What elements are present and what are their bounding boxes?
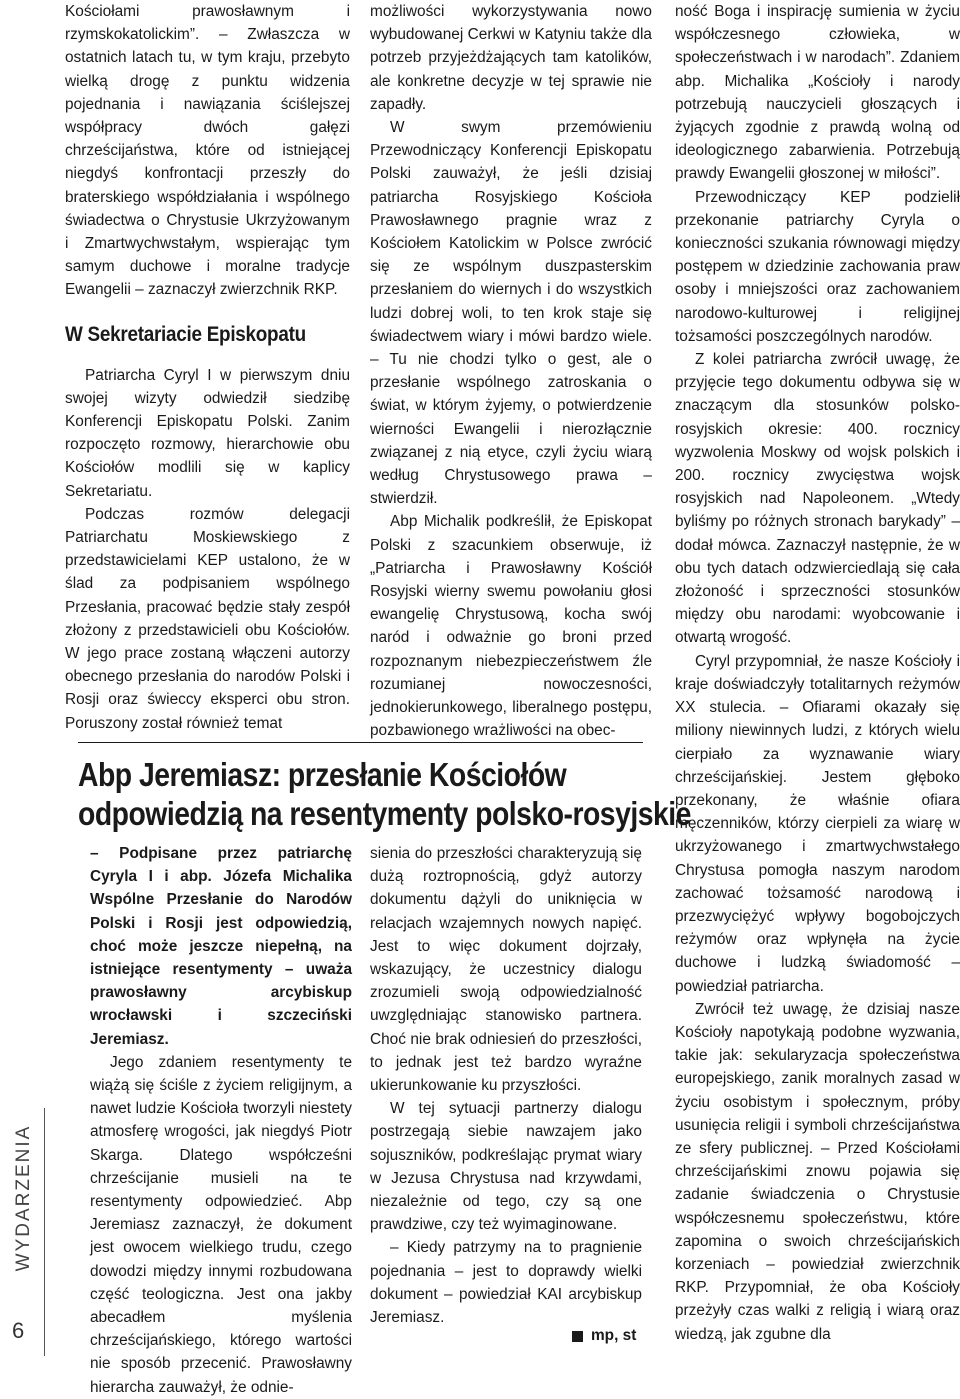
boxed-article-column-2: [370, 842, 642, 1329]
boxed-article-column-1: [90, 842, 352, 1399]
paragraph: Abp Michalik podkreślił, że Episkopat Polski z szacunkiem obserwuje, iż „Patriarcha i Prawosławny Kościół Rosyjski wierny swemu powołaniu głosi ewangelię Chrystusową, kocha swój naród i odważnie go broni przed rozpoznanym niebezpieczeństwem źle rozumianej nowoczesności, jednokierunkowego, liberalnego postępu, pozbawionego wrażliwości na obec-: [370, 513, 652, 740]
paragraph: Zwrócił też uwagę, że dzisiaj nasze Kościoły napotykają podobne wyzwania, takie jak: sekularyzacja społeczeństwa europejskiego, zanik moralnych zasad w życiu osobistym i społecznym, próby usunięcia religii i symboli chrześcijaństwa ze sfery publicznej. – Przed Kościołami chrześcijańskimi znowu pojawia się zadanie świadczenia o Chrystusie współczesnemu społeczeństwu, które zapomina o swoich chrześcijańskich korzeniach – powiedział zwierzchnik RKP. Przypomniał, że oba Kościoły przeżyły czas walki z religią i wiarą oraz wiedzą, jak zgubne dla: [675, 1000, 960, 1343]
paragraph: możliwości wykorzystywania nowo wybudowanej Cerkwi w Katyniu także dla potrzeb przyjeżdżających tam katolików, ale konkretne decyzje w tej sprawie nie zapadły.: [370, 3, 652, 113]
paragraph: sienia do przeszłości charakteryzują się dużą roztropnością, gdyż autorzy dokumentu dążyli do uniknięcia w relacjach wzajemnych nowych napięć. Jest to więc dokument dojrzały, wskazujący, że uczestnicy dialogu zrozumieli swoją odpowiedzialność uwzględniając stanowisko partnera. Choć nie brak odniesień do przeszłości, to jednak jest też bardzo wyraźne ukierunkowanie ku przyszłości.: [370, 845, 642, 1095]
section-label-text: WYDARZENIA: [13, 1124, 34, 1272]
lead-paragraph: – Podpisane przez patriarchę Cyryla I i abp. Józefa Michalika Wspólne Przesłanie do Narodów Polski i Rosji jest odpowiedzią, choć może jeszcze niepełną, na istniejące resentymenty – uważa prawosławny arcybiskup wrocławski i szczeciński Jeremiasz.: [90, 845, 352, 1048]
headline-line-1: Abp Jeremiasz: przesłanie Kościołów: [78, 756, 567, 793]
page-number: 6: [12, 1318, 25, 1343]
article-column-2: [370, 0, 652, 743]
boxed-article-headline: [78, 755, 691, 833]
paragraph: W swym przemówieniu Przewodniczący Konferencji Episkopatu Polski zauważył, że jeśli dzisiaj patriarcha Rosyjskiego Kościoła Prawosławnego pragnie wraz z Kościołem Katolickim w Polsce zwrócić się ze wspólnym duszpasterskim przesłaniem do wiernych i do wszystkich ludzi dobrej woli, to ten krok staje się świadectwem wiary i mówi bardzo wiele. – Tu nie chodzi tylko o gest, ale o przesłanie wspólnego zatroskania o świat, w którym żyjemy, o potwierdzenie wierności Ewangelii i nierozłącznie związanej z nią etyce, czyli życiu wiarą według Chrystusowego prawa – stwierdził.: [370, 119, 652, 508]
article-column-3: [675, 0, 960, 1346]
boxed-article-rule: [78, 742, 643, 743]
section-subheading: W Sekretariacie Episkopatu: [65, 322, 306, 346]
section-label: [4, 1108, 44, 1288]
paragraph: Patriarcha Cyryl I w pierwszym dniu swojej wizyty odwiedził siedzibę Konferencji Episkopatu Polski. Zanim rozpoczęto rozmowy, hierarchowie obu Kościołów modlili się w kaplicy Sekretariatu.: [65, 366, 350, 500]
end-mark-square-icon: [572, 1331, 583, 1342]
paragraph: Przewodniczący KEP podzielił przekonanie patriarchy Cyryla o konieczności szukania równowagi między postępem w dziedzinie zachowania praw osoby i mniejszości oraz zachowaniem narodowo-kulturowej i religijnej tożsamości poszczególnych narodów.: [675, 188, 960, 345]
article-column-1: [65, 0, 350, 735]
signature-text: mp, st: [591, 1327, 637, 1344]
paragraph: Podczas rozmów delegacji Patriarchatu Moskiewskiego z przedstawicielami KEP ustalono, że w ślad za podpisaniem wspólnego Przesłania, pracować będzie stały zespół złożony z przedstawicieli obu Kościołów. W jego prace zostaną włączeni autorzy obecnego przesłania do narodów Polski i Rosji oraz świeccy eksperci obu stron. Poruszony został również temat: [65, 505, 350, 732]
author-signature: [572, 1326, 636, 1346]
paragraph: Z kolei patriarcha zwrócił uwagę, że przyjęcie tego dokumentu odbywa się w znaczącym dla stosunków polsko-rosyjskich okresie: 400. rocznicy wyzwolenia Moskwy od wojsk polskich i 200. rocznicy zwycięstwa wojsk rosyjskich nad Napoleonem. „Wtedy byliśmy po różnych stronach barykady” – dodał mówca. Zaznaczył następnie, że w obu tych datach odzwierciedlają się cała złożoność i sprzeczności stosunków między obu narodami: wyobcowanie i otwartą wrogość.: [675, 351, 960, 647]
paragraph: Kościołami prawosławnym i rzymskokatolickim”. – Zwłaszcza w ostatnich latach tu, w tym kraju, przebyto wielką drogę z punktu widzenia pojednania i nawiązania ściślejszej współpracy dwóch gałęzi chrześcijaństwa, które od istniejącej niegdyś konfrontacji przeszły do braterskiego współdziałania i wspólnego świadectwa o Chrystusie Ukrzyżowanym i Zmartwychwstałym, wspierając tym samym duchowe i moralne tradycje Ewangelii – zaznaczył zwierzchnik RKP.: [65, 3, 350, 299]
paragraph: – Kiedy patrzymy na to pragnienie pojednania – jest to doprawdy wielki dokument – powiedział KAI arcybiskup Jeremiasz.: [370, 1239, 642, 1327]
paragraph: ność Boga i inspirację sumienia w życiu współczesnego człowieka, w społeczeństwach i w narodach”. Zdaniem abp. Michalika „Kościoły i narody potrzebują nauczycieli głoszących i żyjących zgodnie z prawdą wolną od ideologicznego zabarwienia. Potrzebują prawdy Ewangelii głoszonej w miłości”.: [675, 3, 960, 183]
section-divider: [44, 1108, 45, 1356]
paragraph: W tej sytuacji partnerzy dialogu postrzegają siebie nawzajem jako sojuszników, podkreślając prymat wiary w Jezusa Chrystusa nad krzywdami, niezależnie od tego, czy są one prawdziwe, czy też wyimaginowane.: [370, 1100, 642, 1234]
paragraph: Cyryl przypomniał, że nasze Kościoły i kraje doświadczyły totalitarnych reżymów XX stulecia. – Ofiarami okazały się miliony niewinnych ludzi, z których wielu cierpiało za wyznawanie wiary chrześcijańskiej. Jestem głęboko przekonany, że właśnie ofiara męczenników, którzy cierpieli za wiarę w ukrzyżowanego i zmartwychwstałego Chrystusa pomogła naszym narodom zachować tożsamość narodową i przezwyciężyć wpływy bogobojczych reżymów oraz wpłynęła na życie duchowe i ludzką świadomość – powiedział patriarcha.: [675, 652, 960, 995]
headline-line-2: odpowiedzią na resentymenty polsko-rosyjskie: [78, 795, 691, 832]
paragraph: Jego zdaniem resentymenty te wiążą się ściśle z życiem religijnym, a nawet ludzie Kościoła tworzyli niestety atmosferę wrogości, jak niegdyś Piotr Skarga. Dlatego współcześni chrześcijanie musieli na te resentymenty odpowiedzieć. Abp Jeremiasz zaznaczył, że dokument jest owocem wielkiego trudu, czego dowodzi między innymi rozbudowana część teologiczna. Jest ona jakby abecadłem myślenia chrześcijańskiego, którego wartości nie sposób przecenić. Prawosławny hierarcha zauważył, że odnie-: [90, 1053, 352, 1396]
